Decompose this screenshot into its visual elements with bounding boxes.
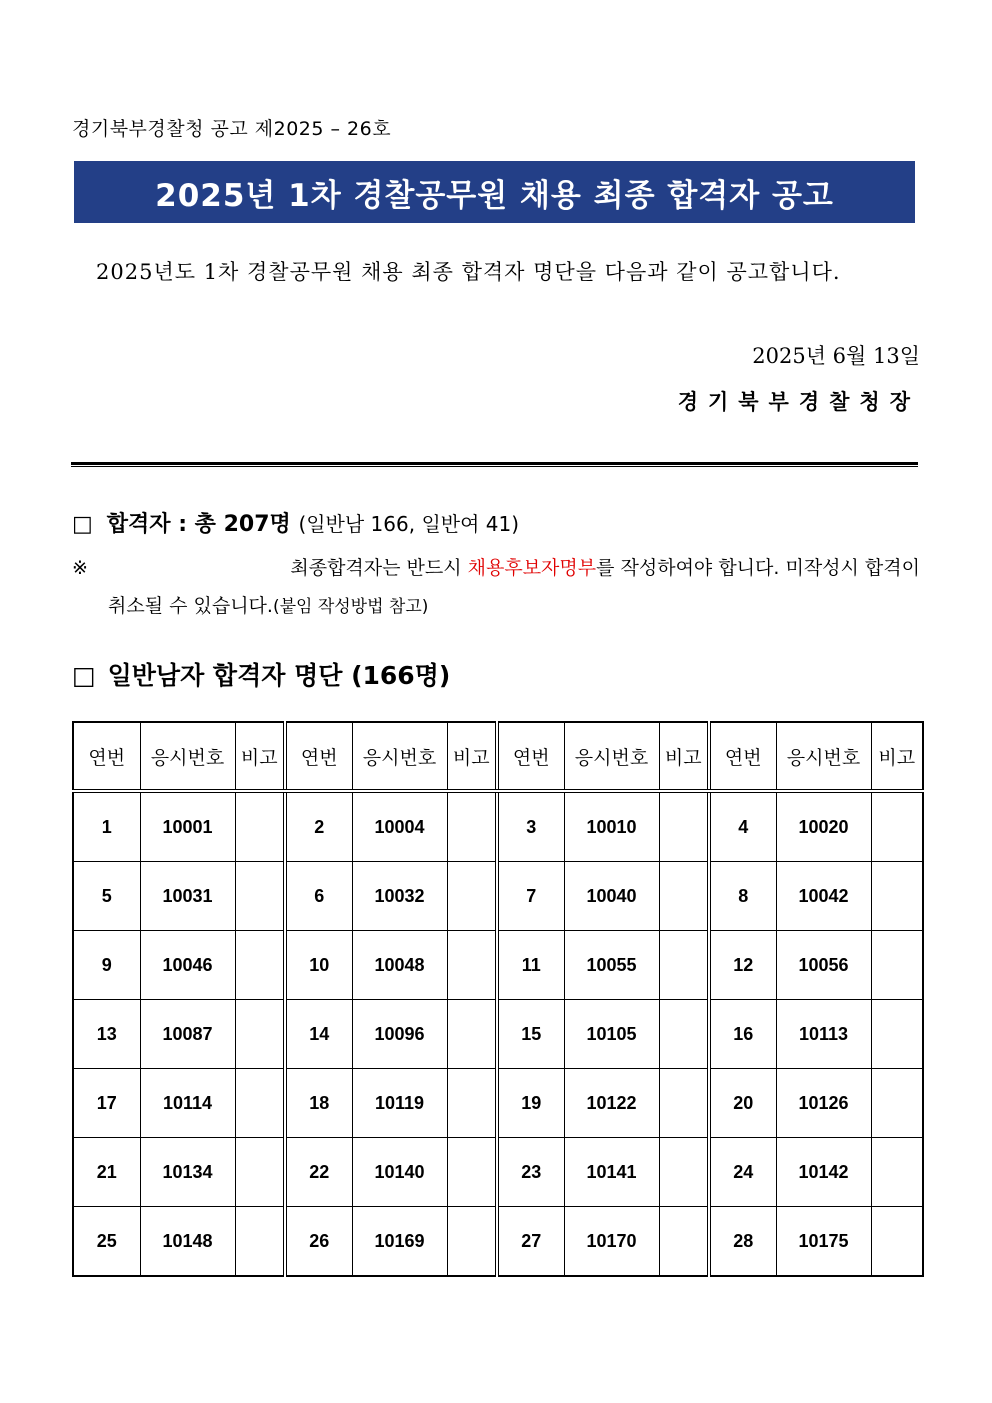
cell-exam-number: 10169 [352,1207,447,1277]
cell-seq: 4 [709,791,776,862]
cell-remark [447,1069,497,1138]
notice-text-4: (붙임 작성방법 참고) [272,597,429,617]
section-detail: (일반남 166, 일반여 41) [298,512,520,536]
cell-seq: 15 [497,1000,564,1069]
cell-seq: 16 [709,1000,776,1069]
cell-exam-number: 10010 [564,791,659,862]
table-row [73,1138,923,1207]
header-seq: 연번 [285,722,352,791]
cell-exam-number: 10055 [564,931,659,1000]
notice-warning [72,549,920,626]
header-seq: 연번 [73,722,140,791]
divider-thin [71,466,918,467]
cell-remark [447,931,497,1000]
cell-exam-number: 10031 [140,862,235,931]
cell-remark [235,1138,285,1207]
header-exam-number: 응시번호 [564,722,659,791]
cell-seq: 17 [73,1069,140,1138]
cell-seq: 14 [285,1000,352,1069]
cell-remark [659,1069,709,1138]
cell-exam-number: 10004 [352,791,447,862]
cell-remark [659,1207,709,1277]
table-row [73,791,923,862]
header-exam-number: 응시번호 [352,722,447,791]
cell-seq: 2 [285,791,352,862]
cell-remark [659,1000,709,1069]
header-remark: 비고 [447,722,497,791]
cell-seq: 10 [285,931,352,1000]
cell-seq: 13 [73,1000,140,1069]
cell-exam-number: 10048 [352,931,447,1000]
cell-exam-number: 10040 [564,862,659,931]
reference-mark-icon: ※ [72,557,88,579]
cell-remark [447,1207,497,1277]
cell-exam-number: 10001 [140,791,235,862]
section-heading: 합격자 : 총 207명 [106,512,291,537]
page-title: 2025년 1차 경찰공무원 채용 최종 합격자 공고 [74,161,915,223]
cell-remark [871,791,923,862]
cell-exam-number: 10046 [140,931,235,1000]
cell-seq: 6 [285,862,352,931]
cell-seq: 3 [497,791,564,862]
cell-seq: 12 [709,931,776,1000]
divider-thick [71,462,918,465]
cell-exam-number: 10105 [564,1000,659,1069]
table-row [73,1000,923,1069]
notice-date: 2025년 6월 13일 [752,344,920,368]
notice-text-2: 를 작성하여야 합니다. 미작성시 합격이 [596,557,920,579]
header-remark: 비고 [871,722,923,791]
cell-seq: 28 [709,1207,776,1277]
cell-seq: 23 [497,1138,564,1207]
cell-remark [235,791,285,862]
cell-remark [235,862,285,931]
cell-exam-number: 10122 [564,1069,659,1138]
cell-exam-number: 10119 [352,1069,447,1138]
cell-seq: 24 [709,1138,776,1207]
cell-remark [871,1000,923,1069]
cell-remark [235,1069,285,1138]
section-heading: 일반남자 합격자 명단 (166명) [107,661,451,690]
cell-seq: 22 [285,1138,352,1207]
cell-remark [659,931,709,1000]
cell-seq: 7 [497,862,564,931]
notice-text-3: 취소될 수 있습니다. [108,595,273,617]
cell-exam-number: 10113 [776,1000,871,1069]
cell-seq: 5 [73,862,140,931]
cell-remark [871,931,923,1000]
cell-remark [659,862,709,931]
cell-exam-number: 10096 [352,1000,447,1069]
header-exam-number: 응시번호 [140,722,235,791]
cell-exam-number: 10175 [776,1207,871,1277]
section-passers-total [72,507,519,538]
cell-exam-number: 10020 [776,791,871,862]
cell-exam-number: 10042 [776,862,871,931]
cell-exam-number: 10032 [352,862,447,931]
cell-seq: 25 [73,1207,140,1277]
cell-remark [659,1138,709,1207]
notice-highlight: 채용후보자명부 [467,557,597,579]
cell-remark [447,1138,497,1207]
cell-exam-number: 10170 [564,1207,659,1277]
cell-seq: 19 [497,1069,564,1138]
cell-exam-number: 10134 [140,1138,235,1207]
header-remark: 비고 [659,722,709,791]
cell-remark [871,1207,923,1277]
intro-paragraph: 2025년도 1차 경찰공무원 채용 최종 합격자 명단을 다음과 같이 공고합니다. [96,260,841,284]
cell-seq: 1 [73,791,140,862]
header-remark: 비고 [235,722,285,791]
table-row [73,1069,923,1138]
cell-seq: 9 [73,931,140,1000]
cell-remark [235,1207,285,1277]
cell-exam-number: 10140 [352,1138,447,1207]
cell-remark [235,1000,285,1069]
cell-remark [447,862,497,931]
passers-table [72,721,924,1277]
cell-exam-number: 10114 [140,1069,235,1138]
cell-exam-number: 10148 [140,1207,235,1277]
cell-seq: 8 [709,862,776,931]
cell-remark [871,1069,923,1138]
cell-remark [659,791,709,862]
checkbox-square-icon: □ [72,661,96,690]
table-header-row [73,722,923,791]
header-seq: 연번 [497,722,564,791]
header-seq: 연번 [709,722,776,791]
notice-text-1: 최종합격자는 반드시 [290,557,462,579]
cell-seq: 11 [497,931,564,1000]
cell-seq: 26 [285,1207,352,1277]
cell-exam-number: 10142 [776,1138,871,1207]
cell-seq: 18 [285,1069,352,1138]
cell-remark [447,1000,497,1069]
cell-remark [871,1138,923,1207]
cell-remark [447,791,497,862]
signer: 경기북부경찰청장 [677,389,920,414]
table-row [73,1207,923,1277]
cell-seq: 20 [709,1069,776,1138]
cell-seq: 27 [497,1207,564,1277]
table-row [73,931,923,1000]
notice-number: 경기북부경찰청 공고 제2025 – 26호 [72,118,392,140]
table-row [73,862,923,931]
cell-exam-number: 10126 [776,1069,871,1138]
header-exam-number: 응시번호 [776,722,871,791]
cell-remark [871,862,923,931]
cell-exam-number: 10141 [564,1138,659,1207]
cell-exam-number: 10056 [776,931,871,1000]
cell-remark [235,931,285,1000]
section-male-list [72,656,450,692]
cell-exam-number: 10087 [140,1000,235,1069]
checkbox-square-icon: □ [72,512,93,537]
cell-seq: 21 [73,1138,140,1207]
